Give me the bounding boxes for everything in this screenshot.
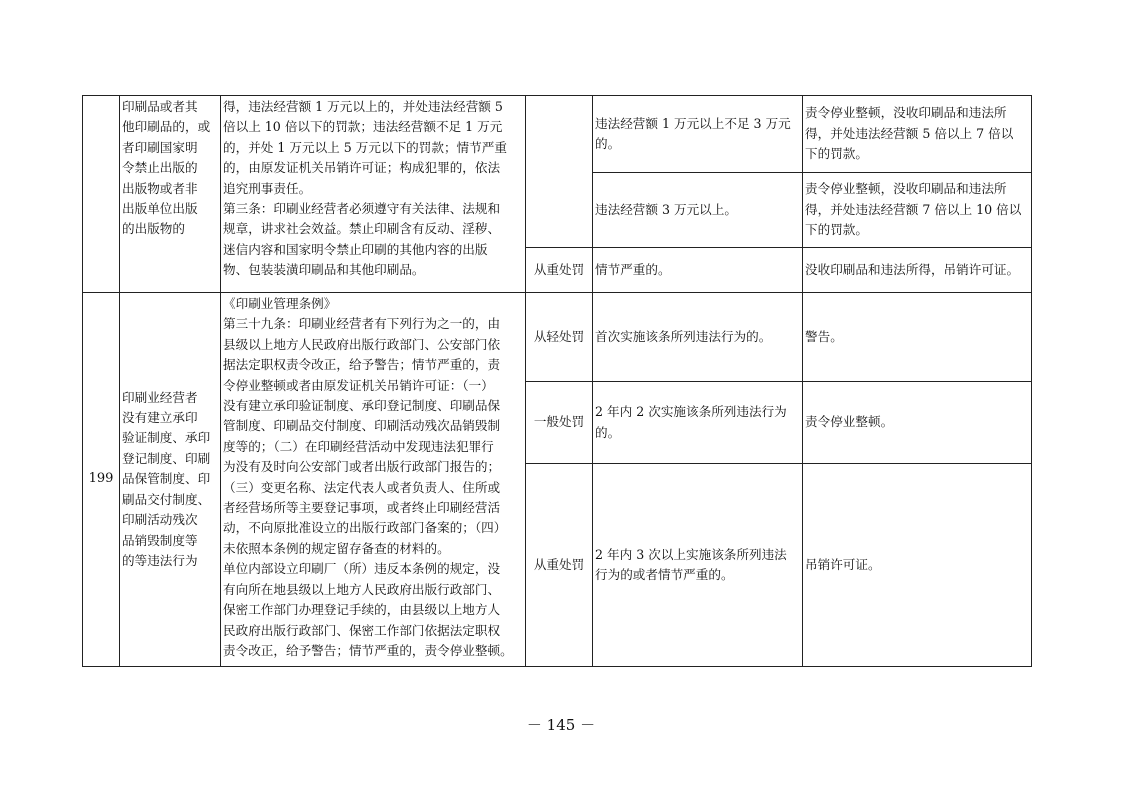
penalty-level-cell: 从重处罚: [526, 464, 593, 667]
penalty-standard-cell: 没收印刷品和违法所得，吊销许可证。: [803, 248, 1032, 293]
violation-item-cell: 印刷业经营者 没有建立承印 验证制度、承印 登记制度、印刷 品保管制度、印 刷品交付制度、 印刷活动残次 品销毁制度等 的等违法行为: [120, 293, 221, 667]
legal-basis-cell: 《印刷业管理条例》 第三十九条：印刷业经营者有下列行为之一的，由 县级以上地方人民政府出版行政部门、公安部门依 据法定职权责令改正，给予警告；情节严重的，责 令停业整顿或者由原发证机关吊销许可证：（一） 没有建立承印验证制度、承印登记制度、印刷品保 管制度、印刷品交付制度、印刷活动残次品销毁制 度等的；（二）在印刷经营活动中发现违法犯罪行 为没有及时向公安部门或者出版行政部门报告的； （三）变更名称、法定代表人或者负责人、住所或 者经营场所等主要登记事项，或者终止印刷经营活 动，不向原批准设立的出版行政部门备案的；（四） 未依照本条例的规定留存备查的材料的。 单位内部设立印刷厂（所）违反本条例的规定，没 有向所在地县级以上地方人民政府出版行政部门、 保密工作部门办理登记手续的，由县级以上地方人 民政府出版行政部门、保密工作部门依据法定职权 责令改正，给予警告；情节严重的，责令停业整顿。: [221, 293, 526, 667]
penalty-standard-cell: 警告。: [803, 293, 1032, 382]
penalty-level-cell: [526, 96, 593, 248]
penalty-table: [82, 95, 1032, 667]
penalty-level-cell: 从重处罚: [526, 248, 593, 293]
table-row: [83, 293, 1032, 382]
circumstance-cell: 2 年内 2 次实施该条所列违法行为 的。: [593, 382, 803, 464]
penalty-level-cell: 从轻处罚: [526, 293, 593, 382]
circumstance-cell: 违法经营额 1 万元以上不足 3 万元 的。: [593, 96, 803, 173]
penalty-standard-cell: 责令停业整顿，没收印刷品和违法所 得，并处违法经营额 7 倍以上 10 倍以 下的罚款。: [803, 173, 1032, 248]
legal-basis-cell: 得，违法经营额 1 万元以上的，并处违法经营额 5 倍以上 10 倍以下的罚款；违法经营额不足 1 万元 的，并处 1 万元以上 5 万元以下的罚款；情节严重 的，由原发证机关吊销许可证；构成犯罪的，依法 追究刑事责任。 第三条：印刷业经营者必须遵守有关法律、法规和 规章，讲求社会效益。禁止印刷含有反动、淫秽、 迷信内容和国家明令禁止印刷的其他内容的出版 物、包装装潢印刷品和其他印刷品。: [221, 96, 526, 293]
circumstance-cell: 首次实施该条所列违法行为的。: [593, 293, 803, 382]
table-row: [83, 96, 1032, 173]
circumstance-cell: 情节严重的。: [593, 248, 803, 293]
row-number-cell: [83, 96, 120, 293]
violation-item-cell: 印刷品或者其 他印刷品的，或 者印刷国家明 令禁止出版的 出版物或者非 出版单位出版 的出版物的: [120, 96, 221, 293]
penalty-standard-cell: 责令停业整顿，没收印刷品和违法所 得，并处违法经营额 5 倍以上 7 倍以 下的罚款。: [803, 96, 1032, 173]
penalty-standard-cell: 吊销许可证。: [803, 464, 1032, 667]
row-number-cell: 199: [83, 293, 120, 667]
page-number: － 145 －: [526, 716, 596, 734]
penalty-standard-cell: 责令停业整顿。: [803, 382, 1032, 464]
circumstance-cell: 2 年内 3 次以上实施该条所列违法 行为的或者情节严重的。: [593, 464, 803, 667]
circumstance-cell: 违法经营额 3 万元以上。: [593, 173, 803, 248]
penalty-level-cell: 一般处罚: [526, 382, 593, 464]
